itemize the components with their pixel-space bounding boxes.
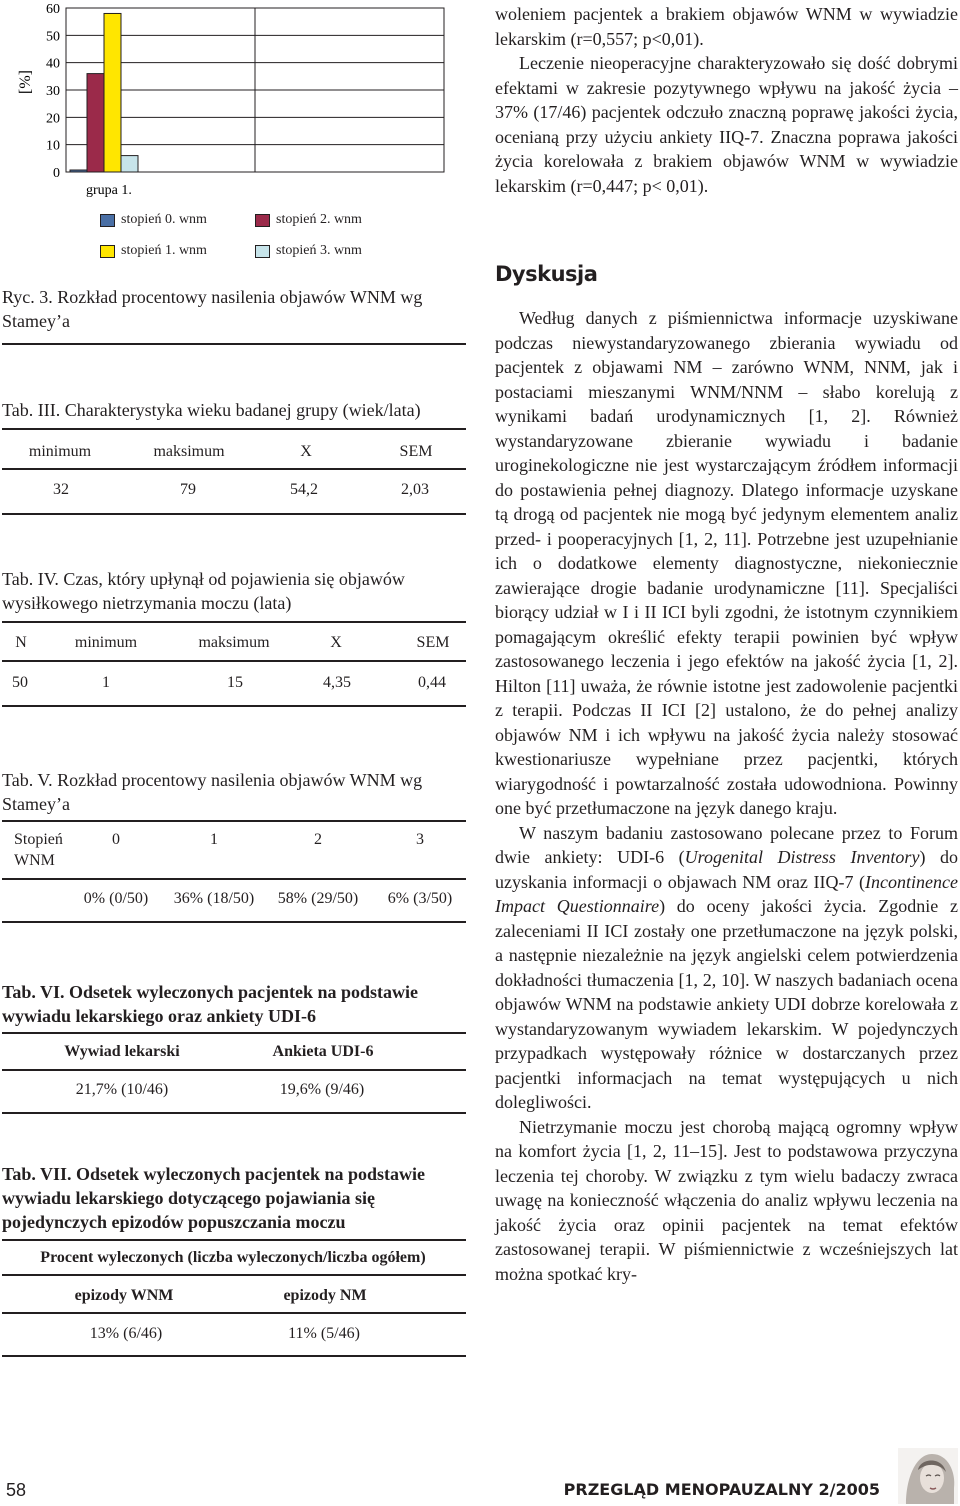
table-4-cell: 15 xyxy=(227,674,243,691)
table-3-header: minimum xyxy=(28,443,92,460)
table-4-cell: 50 xyxy=(12,674,28,691)
table-5-header: 3 xyxy=(416,831,424,848)
chart-y-tick-label: 10 xyxy=(46,138,60,154)
table-3-bottom-rule xyxy=(2,513,466,515)
table-3-header: SEM xyxy=(399,443,433,460)
table-4-cell: 1 xyxy=(102,674,110,691)
text-run: ) do uzyskania informacji o objawach NM oraz IIQ-7 ( xyxy=(495,847,958,892)
chart-gridlines xyxy=(66,8,444,172)
table-6-cell: 21,7% (10/46) xyxy=(75,1081,169,1098)
paragraph xyxy=(495,821,958,1115)
table-5-header: 0 xyxy=(112,831,120,848)
page-number: 58 xyxy=(6,1480,27,1500)
table-6-caption: Tab. VI. Odsetek wyleczonych pacjentek na podstawie wywiadu lekarskiego oraz ankiety UDI-6 xyxy=(2,982,419,1026)
text-run: ) do oceny jakości życia. Zgodnie z zaleceniami II ICI zostały one przetłumaczone na język polski, a następnie niezależnie na język angielski celem potwierdzenia dokładności tłumaczenia [1, 2, 10]. W naszych badaniach ocena objawów WNM na podstawie ankiety UDI dobrze korelowała z wystandaryzowanym wywiadem lekarskim. W pojedynczych przypadkach występowały różnice w dostarczanych przez pacjentki informacjach na temat występujących u nich dolegliwości. xyxy=(495,896,958,1112)
table-5-caption: Tab. V. Rozkład procentowy nasilenia objawów WNM wg Stamey’a xyxy=(2,770,423,814)
table-7-mid-rule xyxy=(2,1312,466,1314)
chart-y-tick-label: 30 xyxy=(46,84,60,99)
legend-item-stopien-1 xyxy=(100,243,207,259)
table-4-cell: 0,44 xyxy=(418,674,446,691)
right-column-top xyxy=(495,2,958,198)
table-7-header: epizody WNM xyxy=(74,1287,174,1304)
table-3-cell: 54,2 xyxy=(290,481,318,498)
table-4-mid-rule xyxy=(2,660,466,662)
italic-term: Incontinence Impact Questionnaire xyxy=(495,871,958,916)
table-5-cell: 0% (0/50) xyxy=(83,890,149,907)
table-5-top-rule xyxy=(2,820,466,822)
journal-name: PRZEGLĄD MENOPAUZALNY 2/2005 xyxy=(563,1480,880,1499)
table-3-cell: 32 xyxy=(53,481,69,498)
table-6-bottom-rule xyxy=(2,1112,466,1114)
table-4-top-rule xyxy=(2,621,466,623)
table-5-row-header: Stopień xyxy=(14,831,63,848)
table-4-header: minimum xyxy=(74,634,138,651)
chart-y-tick-label: 20 xyxy=(46,111,60,127)
chart-bars xyxy=(70,13,138,172)
paragraph: Nietrzymanie moczu jest chorobą mającą ogromny wpływ na komfort życia [1, 2, 11–15]. Jest to podstawowa przyczyna leczenia tej choroby. W związku z tym wielu badaczy zwraca uwagę na konieczność włączenia do analiz wpływu leczenia na jakość życia oraz opinii pacjentek na temat efektów zastosowanej terapii. W piśmiennictwie z wcześniejszych lat można spotkać kry- xyxy=(495,1116,958,1284)
table-5-cell: 6% (3/50) xyxy=(387,890,453,907)
table-3-header: maksimum xyxy=(153,443,225,460)
table-7-bottom-rule xyxy=(2,1355,466,1357)
table-3-mid-rule xyxy=(2,468,466,470)
table-3-caption: Tab. III. Charakterystyka wieku badanej grupy (wiek/lata) xyxy=(2,400,421,420)
table-3-top-rule xyxy=(2,428,466,430)
legend-label: stopień 1. wnm xyxy=(121,243,207,258)
section-heading: Dyskusja xyxy=(495,262,598,286)
legend-label: stopień 2. wnm xyxy=(276,212,362,227)
table-3-cell: 79 xyxy=(180,481,196,498)
table-6-header: Wywiad lekarski xyxy=(64,1043,180,1060)
table-4-header: SEM xyxy=(416,634,450,651)
table-7-caption: Tab. VII. Odsetek wyleczonych pacjentek na podstawie wywiadu lekarskiego dotyczącego pojawiania się pojedynczych epizodów popuszczania moczu xyxy=(2,1164,426,1232)
table-7-header: epizody NM xyxy=(283,1287,367,1304)
chart-y-tick-labels xyxy=(46,2,60,181)
legend-swatch xyxy=(255,245,270,258)
table-4-header: maksimum xyxy=(198,634,270,651)
table-6-mid-rule xyxy=(2,1069,466,1071)
table-7-top-rule xyxy=(2,1239,466,1241)
table-4-header: N xyxy=(15,634,27,651)
figure-caption: Ryc. 3. Rozkład procentowy nasilenia objawów WNM wg Stamey’a xyxy=(2,287,423,331)
table-4-header: X xyxy=(330,634,342,651)
chart-y-tick-label: 60 xyxy=(46,2,60,17)
chart-bar-stopie-3-wnm xyxy=(121,156,138,172)
table-5-header: 2 xyxy=(314,831,322,848)
table-4-caption: Tab. IV. Czas, który upłynął od pojawienia się objawów wysiłkowego nietrzymania moczu (lata) xyxy=(2,569,405,613)
paragraph: woleniem pacjentek a brakiem objawów WNM w wywiadzie lekarskim (r=0,557; p<0,01). xyxy=(495,4,958,49)
paragraph: Według danych z piśmiennictwa informacje uzyskiwane podczas niewystandaryzowanego zbierania wywiadu od pacjentek z objawami NM – zarówno WNM, NNM, jak i postaciami mieszanymi WNM/NNM – słabo korelują z wynikami badań urodynamicznych [1, 2]. Również wystandaryzowane zbieranie wywiadu i badanie uroginekologiczne nie jest wystarczającym źródłem informacji do postawienia pełnej diagnozy. Dlatego informacje uzyskane tą drogą od pacjentek nie mogą być jedynym elementem analiz przed- i pooperacyjnych [1, 2, 11]. Potrzebne jest uzupełnianie ich o dodatkowe elementy diagnostyczne, niekoniecznie zawierające drogie badanie urodynamiczne [11]. Specjaliści biorący udział w I i II ICI byli zgodni, że istotnym czynnikiem pomagającym określić efekty terapii powinien być wpływ zastosowanego leczenia i jego efektów na jakość życia [1, 2]. Hilton [11] uważa, że równie istotne jest zadowolenie pacjentki z terapii. Podczas II ICI [2] ustalono, że do pełnej analizy objawów NM i ich wpływu na jakość życia należy stosować kwestionariusze wypełniane przez pacjentki, których wiarygodność i powtarzalność została udowodniona. Powinny one być przetłumaczone na język danego kraju. xyxy=(495,308,958,818)
legend-swatch xyxy=(100,214,115,227)
legend-item-stopien-2 xyxy=(255,212,362,228)
chart-y-tick-label: 40 xyxy=(46,56,60,72)
table-5-header: 1 xyxy=(210,831,218,848)
table-4-bottom-rule xyxy=(2,705,466,707)
journal-portrait-image xyxy=(898,1448,958,1504)
table-7-cell: 11% (5/46) xyxy=(288,1325,360,1342)
table-5-mid-rule xyxy=(2,878,466,880)
chart-bar-stopie-1-wnm xyxy=(104,13,121,172)
chart-y-tick-label: 0 xyxy=(53,166,60,181)
chart-category-label: grupa 1. xyxy=(86,183,132,198)
table-7-cell: 13% (6/46) xyxy=(89,1325,163,1342)
chart-y-axis-label: [%] xyxy=(17,70,34,94)
legend-swatch xyxy=(255,214,270,227)
legend-label: stopień 0. wnm xyxy=(121,212,207,227)
text-run: W naszym badaniu zastosowano polecane przez to Forum dwie ankiety: UDI-6 ( xyxy=(495,822,958,867)
table-4-cell: 4,35 xyxy=(323,674,351,691)
legend-item-stopien-0 xyxy=(100,212,207,228)
bar-chart xyxy=(0,0,480,270)
legend-item-stopien-3 xyxy=(255,243,362,259)
chart-y-tick-label: 50 xyxy=(46,29,60,45)
divider xyxy=(2,343,466,345)
table-5-bottom-rule xyxy=(2,921,466,923)
table-3-header: X xyxy=(300,443,312,460)
chart-bar-stopie-2-wnm xyxy=(87,74,104,172)
legend-swatch xyxy=(100,245,115,258)
legend-label: stopień 3. wnm xyxy=(276,243,362,258)
table-6-cell: 19,6% (9/46) xyxy=(279,1081,365,1098)
table-5-cell: 58% (29/50) xyxy=(277,890,359,907)
table-5-row-header: WNM xyxy=(14,852,55,869)
table-5-cell: 36% (18/50) xyxy=(173,890,255,907)
paragraph: Leczenie nieoperacyjne charakteryzowało się dość dobrymi efektami w zakresie pozytywnego wpływu na jakość życia – 37% (17/46) pacjentek odczuło znaczną poprawę jakości życia, ocenianą przy użyciu ankiety IIQ-7. Znaczna poprawa jakości życia korelowała z brakiem objawów WNM w wywiadzie lekarskim (r=0,447; p< 0,01). xyxy=(495,53,958,196)
table-6-top-rule xyxy=(2,1032,466,1034)
table-7-super-header: Procent wyleczonych (liczba wyleczonych/liczba ogółem) xyxy=(40,1249,426,1266)
table-3-cell: 2,03 xyxy=(401,481,429,498)
table-6-header: Ankieta UDI-6 xyxy=(272,1043,374,1060)
right-column-body xyxy=(495,306,958,1286)
table-7-rule xyxy=(2,1274,466,1276)
italic-term: Urogenital Distress Inventory xyxy=(684,847,920,867)
